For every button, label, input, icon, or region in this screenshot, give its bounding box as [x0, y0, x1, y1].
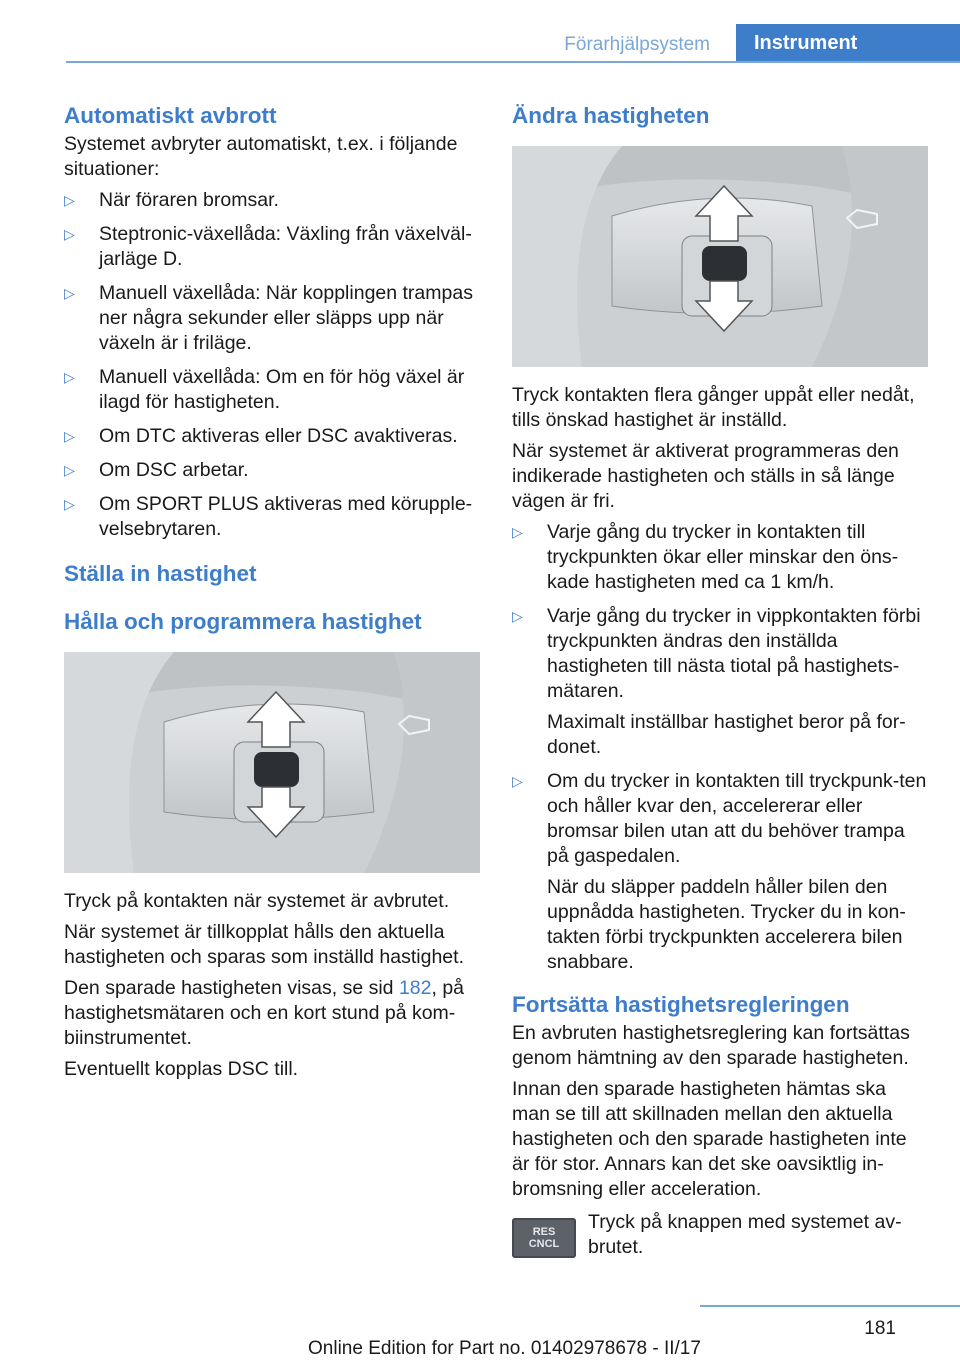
list-item: ▷ Manuell växellåda: Om en för hög växel är ilagd för hastigheten.: [64, 366, 465, 413]
heading-set-speed: Ställa in hastighet: [64, 561, 257, 586]
intro-text: Systemet avbryter automatiskt, t.ex. i följande situationer:: [64, 133, 458, 180]
header-rule: [66, 61, 960, 63]
triangle-bullet-icon: ▷: [64, 369, 75, 385]
text-resume-warning: Innan den sparade hastigheten hämtas ska man se till att skillnaden mellan den aktuella hastigheten och den sparade hastigheten inte är för stor. Annars kan det ske oavsiktlig in-bromsning eller acceleration.: [512, 1078, 907, 1200]
res-cncl-button-icon: RES CNCL: [512, 1218, 576, 1258]
edition-footer: Online Edition for Part no. 01402978678 - II/17: [308, 1338, 701, 1359]
header-section-tab: Förarhjälpsystem: [564, 34, 710, 55]
left-column: [64, 100, 480, 1088]
footer-rule: [700, 1305, 960, 1307]
list-item-note: När du släpper paddeln håller bilen den uppnådda hastigheten. Trycker du in kon-takten förbi tryckpunkten accelerera bilen snabbare.: [547, 876, 906, 973]
list-item: ▷ Varje gång du trycker in vippkontakten förbi tryckpunkten ändras den inställda hastigheten till nästa tiotal på hastighets-mätaren. Maximalt inställbar hastighet beror på for-donet.: [512, 604, 928, 760]
list-item: ▷ När föraren bromsar.: [64, 189, 279, 211]
triangle-bullet-icon: ▷: [64, 462, 75, 478]
res-cncl-row: [512, 1210, 928, 1266]
change-speed-list: [512, 520, 928, 975]
text-saved-speed-shown: Den sparade hastigheten visas, se sid 182, på hastighetsmätaren och en kort stund på kom-biinstrumentet.: [64, 977, 465, 1049]
triangle-bullet-icon: ▷: [64, 496, 75, 512]
list-item: ▷ Om SPORT PLUS aktiveras med körupple-velsebrytaren.: [64, 493, 473, 540]
header-chapter-tab: Instrument: [736, 24, 960, 61]
list-item: ▷ Om DTC aktiveras eller DSC avaktiveras.: [64, 425, 458, 447]
text-press-up-down: Tryck kontakten flera gånger uppåt eller nedåt, tills önskad hastighet är inställd.: [512, 384, 915, 431]
text-press-when-cancelled: Tryck på kontakten när systemet är avbrutet.: [64, 890, 450, 912]
steering-wheel-rocker-illustration: [64, 652, 480, 873]
triangle-bullet-icon: ▷: [64, 428, 75, 444]
page-number: 181: [864, 1318, 896, 1339]
page-link-182[interactable]: 182: [398, 977, 432, 999]
text-press-button: Tryck på knappen med systemet av-brutet.: [588, 1211, 902, 1258]
text-current-speed-saved: När systemet är tillkopplat hålls den aktuella hastigheten och sparas som inställd hastighet.: [64, 921, 464, 968]
heading-automatic-cancel: Automatiskt avbrott: [64, 103, 277, 128]
list-item: ▷ Steptronic-växellåda: Växling från växelväl-jarläge D.: [64, 223, 472, 270]
triangle-bullet-icon: ▷: [64, 192, 75, 208]
cancel-situations-list: [64, 188, 480, 542]
heading-change-speed: Ändra hastigheten: [512, 103, 710, 128]
heading-resume: Fortsätta hastighetsregleringen: [512, 992, 850, 1017]
heading-hold-speed: Hålla och programmera hastighet: [64, 609, 422, 634]
list-item: ▷ Om DSC arbetar.: [64, 459, 249, 481]
text-system-programs: När systemet är aktiverat programmeras den indikerade hastigheten och ställs in så länge vägen är fri.: [512, 440, 899, 512]
list-item: ▷ Om du trycker in kontakten till tryckpunk-ten och håller kvar den, accelererar eller bromsar bilen utan att du behöver trampa på gaspedalen. När du släpper paddeln håller bilen den uppnådda hastigheten. Trycker du in kon-takten förbi tryckpunkten accelerera bilen snabbare.: [512, 770, 927, 973]
list-item: ▷ Manuell växellåda: När kopplingen trampas ner några sekunder eller släpps upp när växeln är i friläge.: [64, 282, 473, 354]
steering-wheel-rocker-illustration-2: [512, 146, 928, 367]
text-dsc-on: Eventuellt kopplas DSC till.: [64, 1058, 299, 1080]
triangle-bullet-icon: ▷: [64, 226, 75, 242]
text-resume-intro: En avbruten hastighetsreglering kan fortsättas genom hämtning av den sparade hastigheten.: [512, 1022, 910, 1069]
triangle-bullet-icon: ▷: [64, 285, 75, 301]
list-item: ▷ Varje gång du trycker in kontakten till tryckpunkten ökar eller minskar den öns-kade hastigheten med ca 1 km/h.: [512, 521, 899, 593]
triangle-bullet-icon: ▷: [512, 773, 523, 789]
list-item-note: Maximalt inställbar hastighet beror på for-donet.: [547, 711, 906, 758]
right-column: [512, 100, 928, 1266]
triangle-bullet-icon: ▷: [512, 524, 523, 540]
triangle-bullet-icon: ▷: [512, 608, 523, 624]
